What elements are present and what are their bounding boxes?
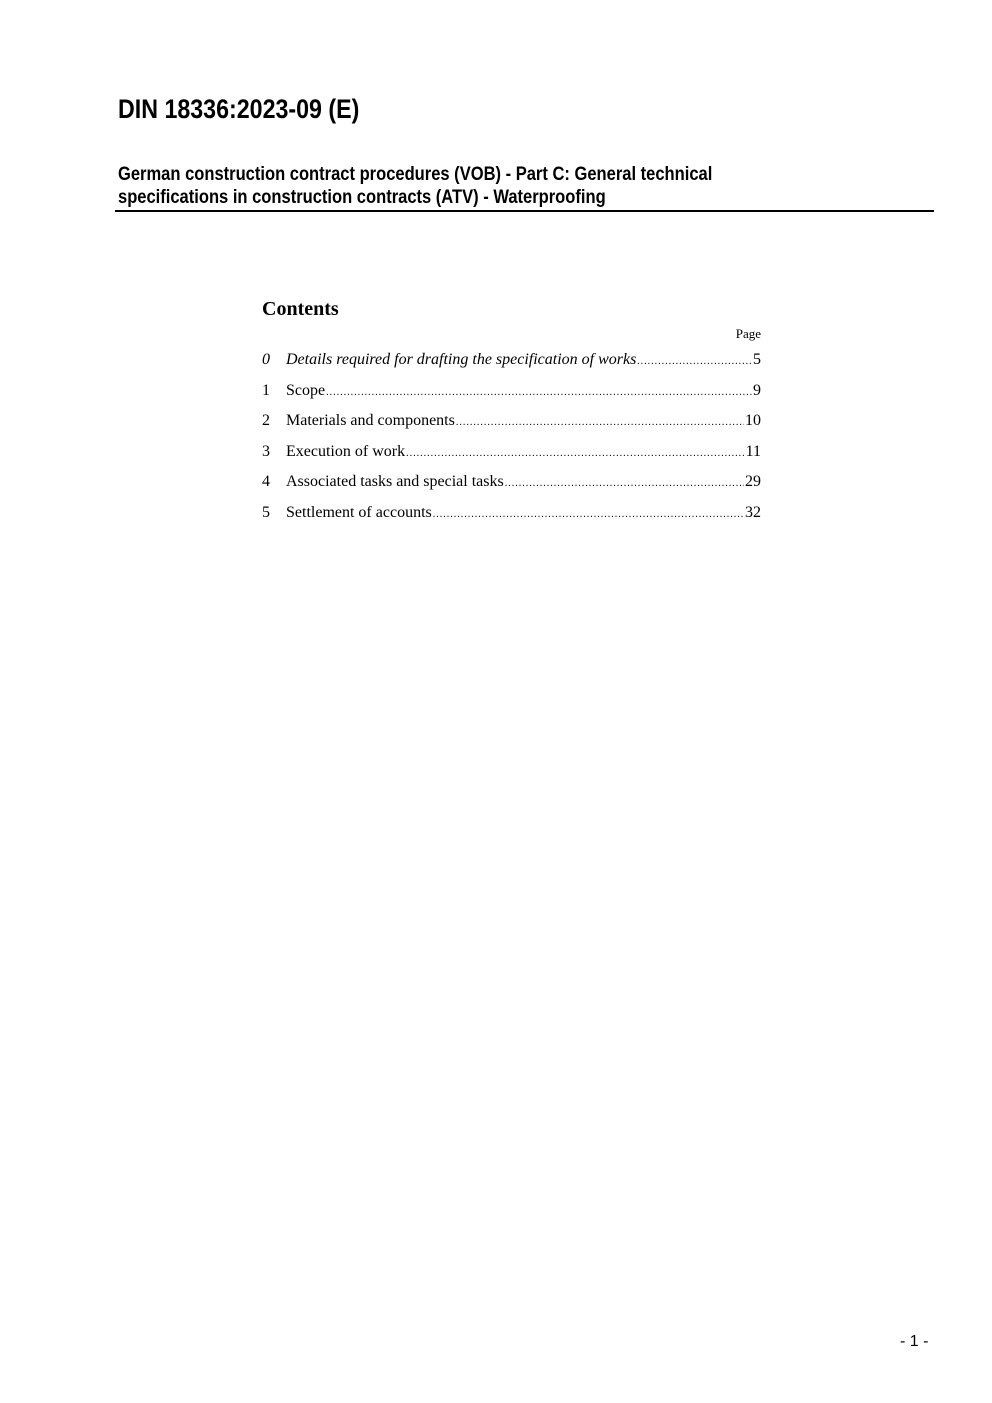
contents-heading: Contents — [262, 298, 339, 320]
toc-leader-dots — [637, 356, 752, 367]
toc-entry-number: 2 — [262, 412, 270, 429]
toc-entry-label: Details required for drafting the specification of works — [286, 351, 637, 368]
toc-entry-3[interactable] — [262, 443, 761, 474]
toc-entry-label: Settlement of accounts — [286, 503, 432, 521]
toc-entry-label: Execution of work — [286, 442, 406, 460]
toc-entry-label: Scope — [286, 381, 326, 399]
toc-entry-label: Materials and components — [286, 412, 455, 429]
toc-entry-5[interactable] — [262, 504, 761, 535]
toc-entry-number: 5 — [262, 503, 270, 521]
toc-entry-page: 10 — [745, 412, 761, 429]
toc-entry-0[interactable] — [262, 351, 761, 382]
toc-entry-2[interactable] — [262, 412, 761, 443]
toc-leader-dots — [406, 448, 745, 459]
toc-leader-dots — [433, 509, 744, 520]
toc-entry-number: 4 — [262, 473, 270, 490]
document-title: DIN 18336:2023-09 (E) — [118, 94, 360, 124]
toc-entry-1[interactable] — [262, 382, 761, 413]
toc-entry-label: Associated tasks and special tasks — [286, 473, 504, 490]
toc-entry-page: 32 — [745, 503, 761, 521]
toc-leader-dots — [326, 387, 752, 398]
toc-entry-page: 29 — [745, 473, 761, 490]
toc-entry-number: 1 — [262, 381, 270, 399]
toc-entry-page: 9 — [753, 381, 761, 399]
page-number: - 1 - — [900, 1333, 929, 1350]
toc-leader-dots — [456, 417, 744, 428]
contents-page-label: Page — [735, 326, 761, 341]
toc-entry-number: 0 — [262, 351, 270, 368]
subtitle-line-2: specifications in construction contracts (ATV) - Waterproofing — [118, 186, 606, 208]
document-subtitle — [118, 164, 712, 209]
header-divider — [115, 210, 934, 212]
toc-entry-number: 3 — [262, 442, 270, 460]
subtitle-line-1: German construction contract procedures (VOB) - Part C: General technical — [118, 164, 713, 185]
toc-entry-page: 11 — [745, 442, 761, 460]
toc-entry-4[interactable] — [262, 473, 761, 504]
toc-leader-dots — [505, 478, 744, 489]
table-of-contents — [262, 351, 761, 534]
toc-entry-page: 5 — [753, 351, 761, 368]
